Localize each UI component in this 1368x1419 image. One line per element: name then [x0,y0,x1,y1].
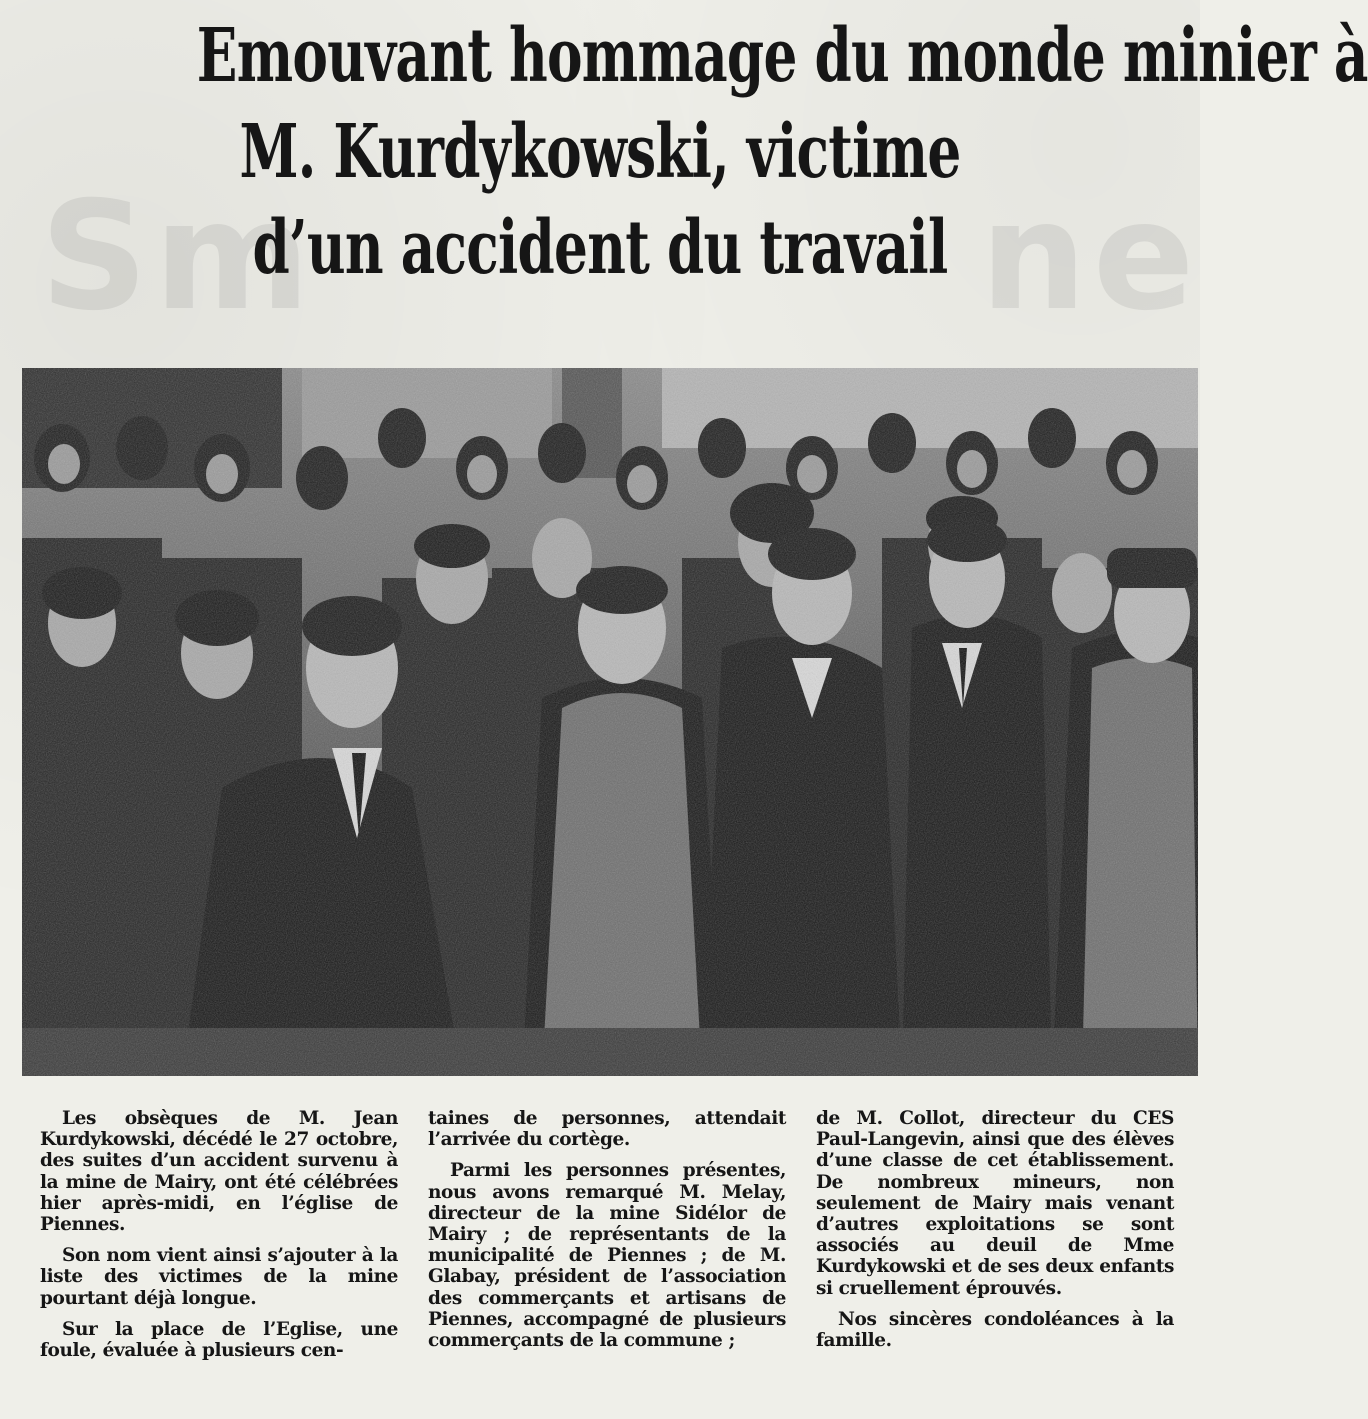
bleed-through-text: ne [980,170,1201,344]
article-body [40,1108,1192,1408]
paragraph: Parmi les personnes présentes, nous avons remarqué M. Melay, directeur de la mine Sidélor de Mairy ; de représentants de la municipalité de Piennes ; de M. Glabay, président de l’association des commerçants et artisans de Piennes, accompagné de plusieurs commerçants de la commune ; [428,1160,786,1352]
bleed-through-text: Sm [40,170,317,344]
article-column-1 [40,1108,398,1408]
headline-line-1: Emouvant hommage du monde minier à [196,13,1368,99]
article-column-3 [816,1108,1174,1408]
paragraph: de M. Collot, directeur du CES Paul-Langevin, ainsi que des élèves d’une classe de cet établissement. De nombreux mineurs, non seulement de Mairy mais venant d’autres exploitations se sont associés au deuil de Mme Kurdykowski et de ses deux enfants si cruellement éprouvés. [816,1108,1174,1299]
paragraph: Sur la place de l’Eglise, une foule, évaluée à plusieurs cen- [40,1318,398,1362]
paragraph: Son nom vient ainsi s’ajouter à la liste des victimes de la mine pourtant déjà longue. [40,1245,398,1309]
headline-line-3: d’un accident du travail [252,205,948,291]
paragraph: taines de personnes, attendait l’arrivée du cortège. [428,1108,786,1151]
crowd-photo [22,368,1198,1076]
paragraph: Les obsèques de M. Jean Kurdykowski, décédé le 27 octobre, des suites d’un accident survenu à la mine de Mairy, ont été célébrées hier après-midi, en l’église de Piennes. [40,1108,398,1236]
paragraph: Nos sincères condoléances à la famille. [816,1308,1174,1352]
headline-line-2: M. Kurdykowski, victime [239,109,961,195]
article-column-2 [428,1108,786,1408]
